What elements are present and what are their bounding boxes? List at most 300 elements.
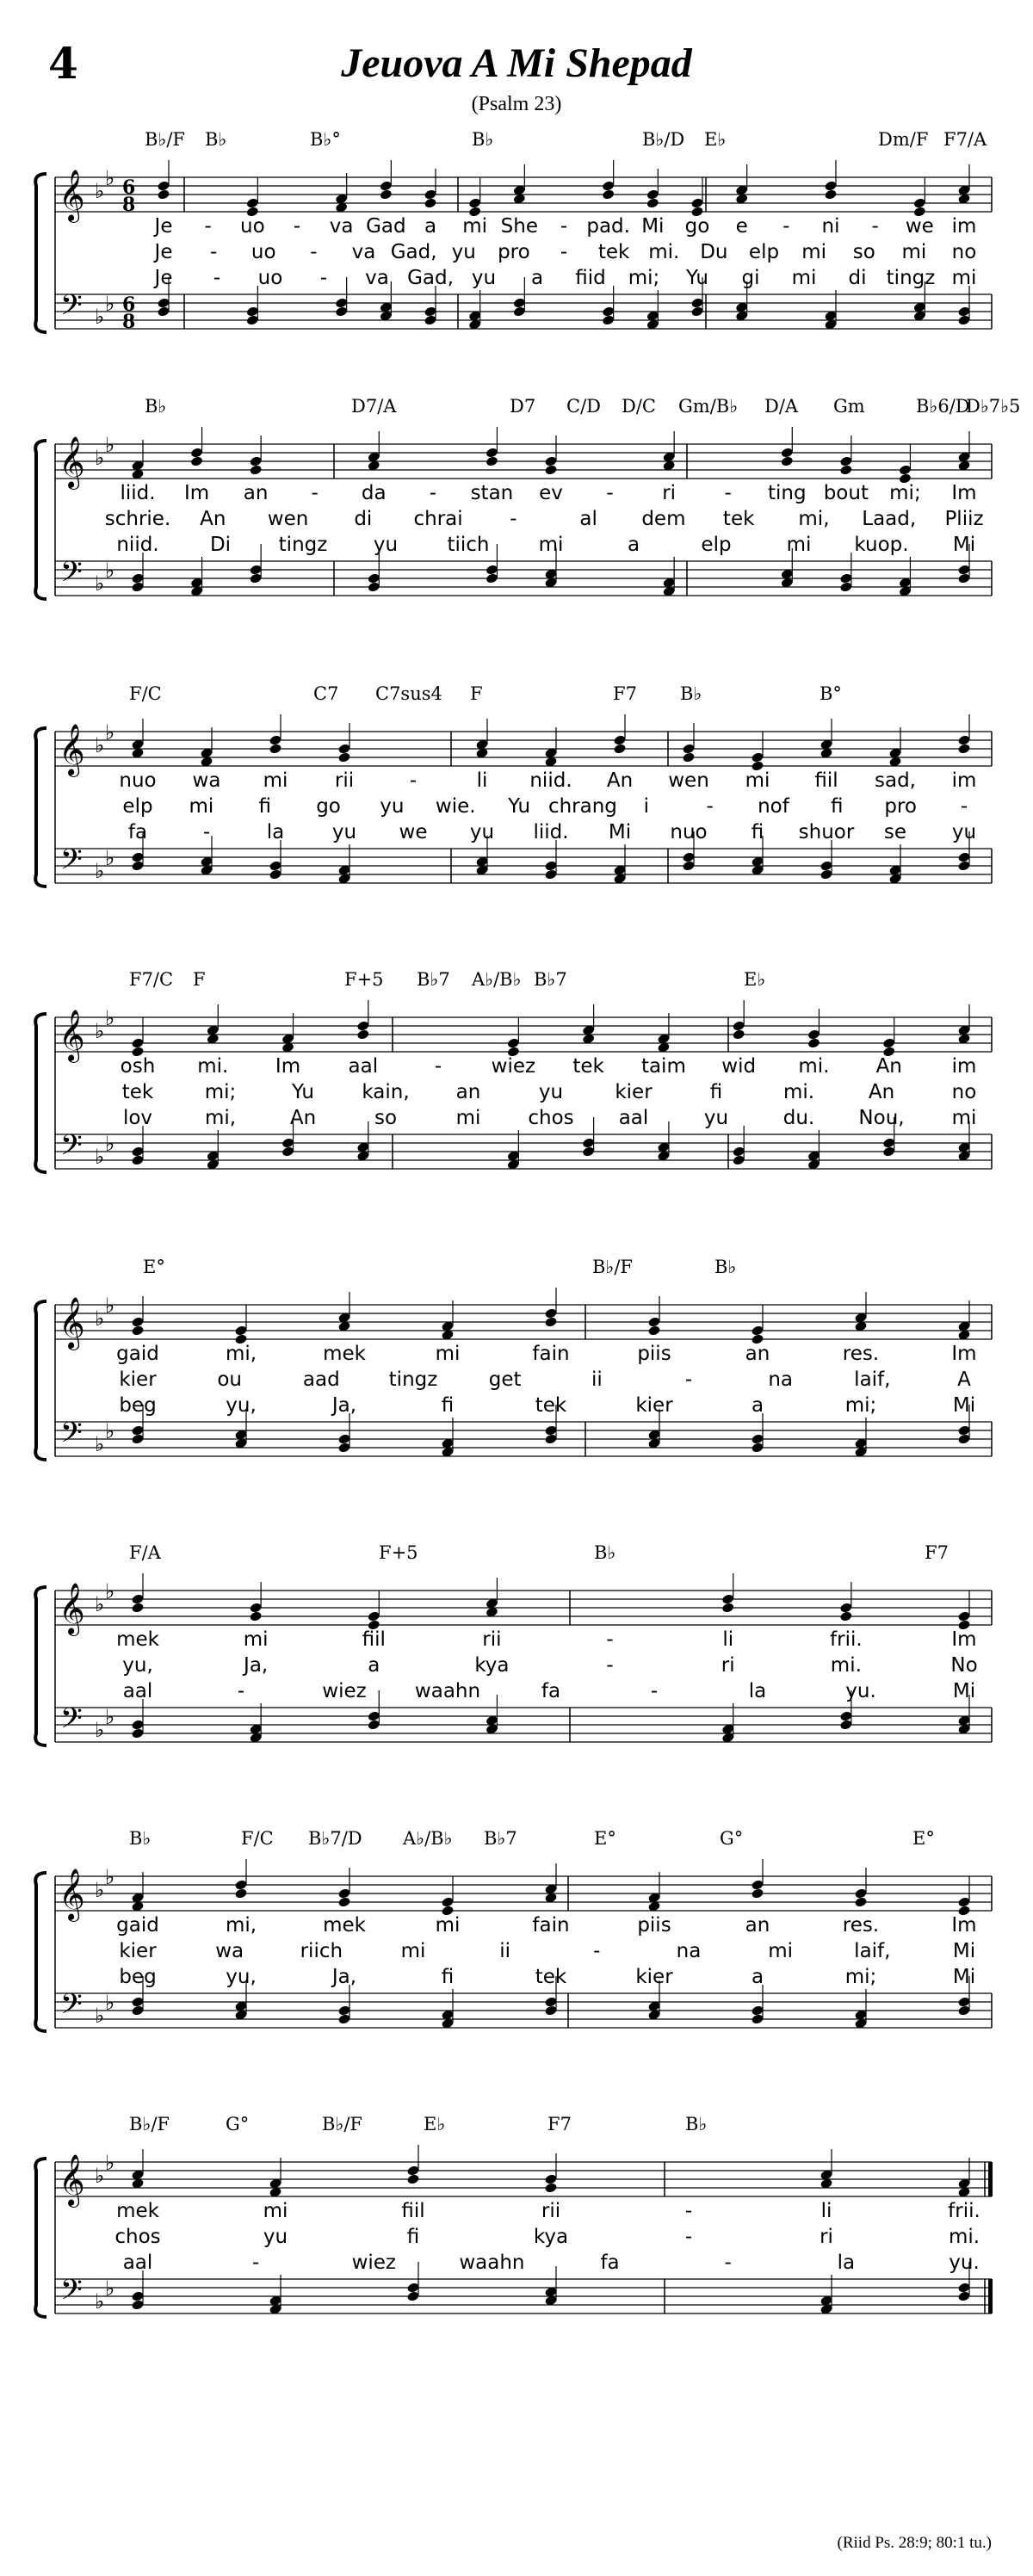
lyric-syllable: mek [323, 1343, 366, 1365]
flat-icon: ♭ [95, 305, 105, 329]
chord-symbol: F7 [613, 683, 637, 704]
chord-symbol: C7sus4 [375, 683, 442, 704]
lyric-line-verse-3 [0, 534, 1033, 559]
chord-symbol: F7 [547, 2114, 572, 2134]
lyric-syllable: fi [441, 1394, 455, 1417]
bass-clef-icon: 𝄢 [60, 843, 83, 883]
lyric-syllable: mi [462, 215, 488, 238]
bass-clef-icon: 𝄢 [60, 1417, 83, 1456]
lyrics-block [0, 1628, 1033, 1714]
chord-symbol: C/D [566, 396, 601, 417]
lyric-syllable: aal [618, 1107, 649, 1129]
lyric-line-verse-1 [0, 2200, 1033, 2226]
lyric-syllable: yu [331, 821, 357, 843]
lyric-syllable: kier [635, 1966, 673, 1988]
lyric-syllable: go [684, 215, 710, 238]
lyric-syllable: Yu [686, 267, 708, 289]
lyric-syllable: mi [263, 2200, 288, 2222]
lyric-syllable: nof [758, 795, 789, 818]
flat-icon: ♭ [105, 1865, 115, 1889]
lyric-syllable: im [951, 769, 977, 792]
chord-symbols [0, 1257, 1033, 1282]
chord-symbol: Gm/B♭ [678, 396, 739, 417]
lyric-syllable: - [960, 795, 968, 818]
lyric-syllable: Gad, [390, 241, 437, 263]
lyric-syllable: Mi [952, 1394, 976, 1417]
flat-icon: ♭ [105, 1419, 115, 1443]
lyric-syllable: - [606, 482, 614, 504]
lyric-syllable: fain [532, 1914, 570, 1937]
lyric-syllable: ri [721, 1654, 735, 1677]
lyric-syllable: a [627, 534, 640, 556]
flat-icon: ♭ [105, 1132, 115, 1156]
lyric-line-verse-3 [0, 1680, 1033, 1706]
lyric-syllable: pad. [586, 215, 630, 238]
lyric-syllable: mi. [197, 1055, 229, 1078]
lyric-syllable: mi; [844, 1966, 877, 1988]
lyric-syllable: an [243, 482, 269, 504]
flat-icon: ♭ [95, 1307, 105, 1331]
music-system-2 [0, 392, 1033, 702]
lyric-syllable: rii [482, 1628, 502, 1651]
lyric-syllable: mi [435, 1914, 461, 1937]
lyric-syllable: se [883, 821, 907, 843]
lyric-syllable: schrie. [104, 508, 171, 530]
chord-symbol: E° [143, 1257, 165, 1277]
chord-symbols [0, 1542, 1033, 1568]
lyric-syllable: go [316, 795, 341, 818]
lyric-syllable: fiid [575, 267, 606, 289]
chord-symbol: B♭7/D [308, 1828, 362, 1849]
chord-symbol: A♭/B♭ [472, 969, 522, 990]
lyric-syllable: - [684, 2200, 693, 2222]
lyric-syllable: - [434, 1055, 442, 1078]
music-system-6 [0, 1539, 1033, 1849]
bass-clef-icon: 𝄢 [60, 1988, 83, 2028]
lyric-syllable: pro [884, 795, 917, 818]
flat-icon: ♭ [95, 179, 105, 203]
chord-symbol: C7 [313, 683, 339, 704]
flat-icon: ♭ [95, 446, 105, 470]
lyric-syllable: elp [701, 534, 732, 556]
lyric-syllable: a [751, 1394, 764, 1417]
lyric-syllable: rii [541, 2200, 561, 2222]
lyric-syllable: fi [831, 795, 844, 818]
lyric-syllable: a [751, 1966, 764, 1988]
chord-symbol: F7 [925, 1542, 949, 1563]
lyric-syllable: so [852, 241, 875, 263]
lyric-syllable: yu. [845, 1680, 876, 1702]
time-signature-top: 6 [122, 176, 136, 199]
lyric-syllable: - [560, 215, 568, 238]
lyric-syllable: Nou, [858, 1107, 905, 1129]
treble-clef-icon: 𝄞 [59, 170, 85, 221]
treble-clef-icon: 𝄞 [59, 1010, 85, 1061]
lyric-syllable: mek [323, 1914, 366, 1937]
lyric-syllable: Ja, [244, 1654, 269, 1677]
lyric-syllable: Gad, [407, 267, 454, 289]
lyric-syllable: mi [455, 1107, 481, 1129]
flat-icon: ♭ [105, 1006, 115, 1030]
lyric-syllable: An [875, 1055, 902, 1078]
lyric-syllable: mi [951, 267, 977, 289]
lyric-syllable: mi. [830, 1654, 862, 1677]
lyric-syllable: Mi [952, 1940, 976, 1962]
lyric-syllable: nuo [119, 769, 157, 792]
lyric-syllable: - [213, 267, 221, 289]
lyric-syllable: Di [209, 534, 232, 556]
flat-icon: ♭ [105, 433, 115, 457]
hymn-subtitle: (Psalm 23) [471, 93, 562, 115]
lyric-syllable: - [319, 267, 328, 289]
lyric-syllable: a [368, 1654, 380, 1677]
lyrics-block [0, 482, 1033, 568]
chord-symbol: E♭ [744, 969, 766, 990]
bass-clef-icon: 𝄢 [60, 289, 83, 329]
lyric-syllable: Im [951, 482, 977, 504]
lyric-syllable: - [871, 215, 879, 238]
lyric-syllable: mi; [889, 482, 921, 504]
lyric-syllable: tek [722, 508, 755, 530]
lyric-line-verse-2 [0, 1081, 1033, 1107]
lyric-syllable: mi [435, 1343, 461, 1365]
lyrics-block [0, 1343, 1033, 1429]
lyric-syllable: yu, [226, 1966, 257, 1988]
lyric-syllable: liid. [120, 482, 156, 504]
lyric-syllable: - [310, 241, 318, 263]
lyric-line-verse-2 [0, 2226, 1033, 2252]
lyric-syllable: Je [154, 241, 173, 263]
lyric-line-verse-2 [0, 241, 1033, 267]
lyric-syllable: - [293, 215, 301, 238]
chord-symbols [0, 1828, 1033, 1854]
chord-symbol: B♭ [205, 129, 227, 150]
lyric-syllable: mek [116, 1628, 159, 1651]
lyric-syllable: di [848, 267, 867, 289]
lyric-syllable: wid [721, 1055, 757, 1078]
lyric-syllable: Im [951, 1628, 977, 1651]
flat-icon: ♭ [105, 1991, 115, 2015]
lyric-syllable: bout [823, 482, 869, 504]
lyric-syllable: elp [122, 795, 153, 818]
lyric-syllable: kya [533, 2226, 569, 2248]
lyric-syllable: get [488, 1368, 522, 1391]
flat-icon: ♭ [105, 1579, 115, 1603]
chord-symbol: B♭ [472, 129, 494, 150]
chord-symbol: B♭/F [129, 2114, 170, 2134]
lyric-syllable: Mi [641, 215, 665, 238]
lyric-syllable: niid. [529, 769, 572, 792]
bass-clef-icon: 𝄢 [60, 2274, 83, 2313]
lyric-syllable: tek [535, 1966, 567, 1988]
flat-icon: ♭ [95, 1592, 105, 1616]
treble-clef-icon: 𝄞 [59, 1297, 85, 1349]
chord-symbol: D7 [510, 396, 536, 417]
lyric-syllable: mi [786, 534, 812, 556]
lyric-syllable: wiez [322, 1680, 367, 1702]
lyric-syllable: Gad [366, 215, 406, 238]
lyric-syllable: tingz [886, 267, 936, 289]
lyric-syllable: mi, [225, 1914, 257, 1937]
lyric-syllable: liid. [533, 821, 569, 843]
lyrics-block [0, 1055, 1033, 1141]
lyric-syllable: An [200, 508, 226, 530]
lyric-syllable: ev [539, 482, 563, 504]
chord-symbol: G° [226, 2114, 250, 2134]
flat-icon: ♭ [95, 2289, 105, 2313]
chord-symbol: F7/A [943, 129, 987, 150]
scripture-reference: (Riid Ps. 28:9; 80:1 tu.) [837, 2534, 992, 2552]
chord-symbol: B♭° [310, 129, 341, 150]
lyric-line-verse-2 [0, 1940, 1033, 1966]
treble-clef-icon: 𝄞 [59, 1583, 85, 1634]
lyric-syllable: so [374, 1107, 398, 1129]
lyric-syllable: An [289, 1107, 317, 1129]
lyric-syllable: va [365, 267, 389, 289]
lyric-syllable: yu [373, 534, 399, 556]
music-system-5 [0, 1253, 1033, 1563]
treble-clef-icon: 𝄞 [59, 436, 85, 488]
flat-icon: ♭ [105, 559, 115, 583]
lyric-syllable: mi [243, 1628, 269, 1651]
lyric-syllable: yu, [122, 1654, 153, 1677]
lyric-syllable: kier [119, 1940, 157, 1962]
chord-symbols [0, 396, 1033, 422]
lyric-syllable: va [329, 215, 354, 238]
lyric-syllable: im [951, 215, 977, 238]
lyric-line-verse-3 [0, 821, 1033, 847]
chord-symbol: B♭/F [592, 1257, 633, 1277]
lyric-syllable: - [204, 215, 212, 238]
lyric-syllable: no [951, 1081, 977, 1103]
lyric-syllable: ri [820, 2226, 833, 2248]
lyric-syllable: al [579, 508, 597, 530]
lyric-syllable: mi [768, 1940, 794, 1962]
flat-icon: ♭ [105, 2151, 115, 2175]
flat-icon: ♭ [95, 1718, 105, 1742]
lyric-syllable: gi [741, 267, 760, 289]
lyric-syllable: mi [791, 267, 817, 289]
lyric-syllable: sad, [875, 769, 916, 792]
chord-symbol: Dm/F [878, 129, 929, 150]
lyric-syllable: di [354, 508, 373, 530]
lyric-syllable: laif, [854, 1368, 891, 1391]
lyric-syllable: tiich [447, 534, 490, 556]
lyric-syllable: - [429, 482, 436, 504]
lyric-syllable: A [957, 1368, 971, 1391]
bass-clef-icon: 𝄢 [60, 1129, 83, 1169]
lyric-syllable: fa [127, 821, 148, 843]
chord-symbol: B♭7 [484, 1828, 517, 1849]
chord-symbol: B♭6/D [916, 396, 970, 417]
chord-symbol: B° [820, 683, 842, 704]
music-system-8 [0, 2110, 1033, 2420]
lyric-syllable: yu [471, 267, 497, 289]
chord-symbol: E° [912, 1828, 935, 1849]
chord-symbol: A♭/B♭ [403, 1828, 453, 1849]
time-signature-top: 6 [122, 293, 136, 316]
chord-symbol: E♭ [704, 129, 727, 150]
lyric-syllable: piis [637, 1343, 671, 1365]
lyric-line-verse-1 [0, 769, 1033, 795]
lyric-syllable: waahn [459, 2252, 525, 2274]
lyric-syllable: niid. [116, 534, 159, 556]
lyric-syllable: yu [380, 795, 405, 818]
lyric-syllable: mi. [648, 241, 680, 263]
lyric-syllable: mi; [628, 267, 660, 289]
lyric-syllable: du. [782, 1107, 815, 1129]
chord-symbol: F7/C [129, 969, 174, 990]
lyric-line-verse-3 [0, 1107, 1033, 1133]
lyric-syllable: wie. [435, 795, 476, 818]
flat-icon: ♭ [105, 1294, 115, 1318]
lyric-syllable: Mi [952, 1680, 976, 1702]
lyric-syllable: uo [251, 241, 276, 263]
lyric-syllable: mi [263, 769, 288, 792]
lyric-syllable: Im [275, 1055, 301, 1078]
lyric-syllable: - [606, 1628, 614, 1651]
lyric-syllable: wa [215, 1940, 244, 1962]
flat-icon: ♭ [95, 733, 105, 757]
chord-symbols [0, 2114, 1033, 2140]
lyric-syllable: tingz [388, 1368, 438, 1391]
lyric-syllable: yu [703, 1107, 729, 1129]
lyric-syllable: uo [257, 267, 283, 289]
lyric-syllable: waahn [414, 1680, 481, 1702]
chord-symbol: B♭ [680, 683, 702, 704]
lyric-line-verse-2 [0, 508, 1033, 534]
lyric-syllable: va [351, 241, 376, 263]
lyric-syllable: dem [641, 508, 686, 530]
lyric-syllable: taim [640, 1055, 686, 1078]
lyric-syllable: mi; [204, 1081, 237, 1103]
chord-symbol: F/C [241, 1828, 274, 1849]
lyric-syllable: wiez [351, 2252, 396, 2274]
lyric-syllable: nuo [670, 821, 708, 843]
lyric-syllable: fa [600, 2252, 620, 2274]
lyric-syllable: mi. [798, 1055, 830, 1078]
chord-symbol: B♭ [594, 1542, 616, 1563]
bass-clef-icon: 𝄢 [60, 1702, 83, 1742]
lyric-syllable: res. [842, 1343, 880, 1365]
flat-icon: ♭ [95, 1432, 105, 1456]
lyric-syllable: mi [538, 534, 564, 556]
flat-icon: ♭ [105, 166, 115, 190]
lyric-syllable: beg [119, 1966, 157, 1988]
lyric-syllable: Je [154, 267, 173, 289]
lyric-line-verse-1 [0, 1055, 1033, 1081]
chord-symbol: E° [594, 1828, 616, 1849]
lyric-syllable: uo [240, 215, 265, 238]
lyric-syllable: ii [591, 1368, 603, 1391]
lyric-syllable: da [361, 482, 387, 504]
lyric-syllable: tek [535, 1394, 567, 1417]
lyric-syllable: la [266, 821, 285, 843]
lyric-syllable: chos [114, 2226, 161, 2248]
lyric-syllable: Im [183, 482, 210, 504]
lyric-syllable: e [735, 215, 748, 238]
lyric-syllable: beg [119, 1394, 157, 1417]
treble-clef-icon: 𝄞 [59, 1869, 85, 1920]
lyric-syllable: fain [532, 1343, 570, 1365]
lyric-syllable: mi [801, 241, 827, 263]
lyric-syllable: piis [637, 1914, 671, 1937]
lyric-syllable: ni [821, 215, 840, 238]
chord-symbol: B♭/D [642, 129, 685, 150]
flat-icon: ♭ [95, 2164, 105, 2188]
lyric-syllable: Je [154, 215, 173, 238]
chord-symbols [0, 129, 1033, 155]
lyric-syllable: riich [300, 1940, 343, 1962]
chord-symbol: B♭/F [322, 2114, 362, 2134]
lyric-syllable: - [724, 482, 732, 504]
lyric-syllable: - [593, 1940, 601, 1962]
chord-symbol: B♭7 [417, 969, 450, 990]
flat-icon: ♭ [105, 846, 115, 870]
lyric-syllable: fi [751, 821, 764, 843]
chord-symbol: D7/A [351, 396, 397, 417]
lyrics-block [0, 1914, 1033, 2000]
lyric-syllable: fi [258, 795, 271, 818]
lyric-syllable: Yu [292, 1081, 314, 1103]
lyric-line-verse-3 [0, 1966, 1033, 1992]
lyric-syllable: na [768, 1368, 793, 1391]
lyric-syllable: Yu [508, 795, 531, 818]
lyric-syllable: li [476, 769, 488, 792]
lyric-syllable: fi [441, 1966, 455, 1988]
lyric-syllable: lov [122, 1107, 153, 1129]
lyric-syllable: An [868, 1081, 895, 1103]
lyric-syllable: No [950, 1654, 978, 1677]
lyric-syllable: She [500, 215, 538, 238]
lyric-syllable: - [724, 2252, 732, 2274]
lyric-syllable: an [745, 1914, 770, 1937]
flat-icon: ♭ [95, 1878, 105, 1902]
lyric-syllable: laif, [854, 1940, 891, 1962]
lyric-syllable: Im [951, 1343, 977, 1365]
lyric-syllable: - [209, 241, 218, 263]
lyric-syllable: yu. [949, 2252, 980, 2274]
chord-symbol: F/A [129, 1542, 161, 1563]
lyric-syllable: ii [499, 1940, 511, 1962]
lyric-syllable: a [530, 267, 544, 289]
lyric-syllable: Du [700, 241, 728, 263]
flat-icon: ♭ [95, 859, 105, 883]
hymn-number: 4 [48, 38, 78, 89]
lyric-syllable: tek [121, 1081, 154, 1103]
lyric-syllable: i [643, 795, 649, 818]
lyric-syllable: yu [451, 241, 476, 263]
lyric-syllable: Mi [952, 534, 976, 556]
lyric-syllable: yu [951, 821, 977, 843]
lyrics-block [0, 215, 1033, 301]
lyric-syllable: chrang [547, 795, 617, 818]
music-system-1 [0, 126, 1033, 436]
lyric-syllable: an [455, 1081, 481, 1103]
lyric-syllable: aad [302, 1368, 340, 1391]
lyric-syllable: kier [615, 1081, 653, 1103]
lyric-syllable: chrai [413, 508, 463, 530]
chord-symbol: F [470, 683, 483, 704]
lyric-syllable: aal [122, 1680, 153, 1702]
lyric-syllable: wa [192, 769, 221, 792]
lyric-syllable: we [905, 215, 934, 238]
treble-clef-icon: 𝄞 [59, 724, 85, 775]
lyric-syllable: - [311, 482, 319, 504]
lyric-syllable: mi [901, 241, 927, 263]
chord-symbol: F+5 [379, 1542, 418, 1563]
lyrics-block [0, 2200, 1033, 2286]
